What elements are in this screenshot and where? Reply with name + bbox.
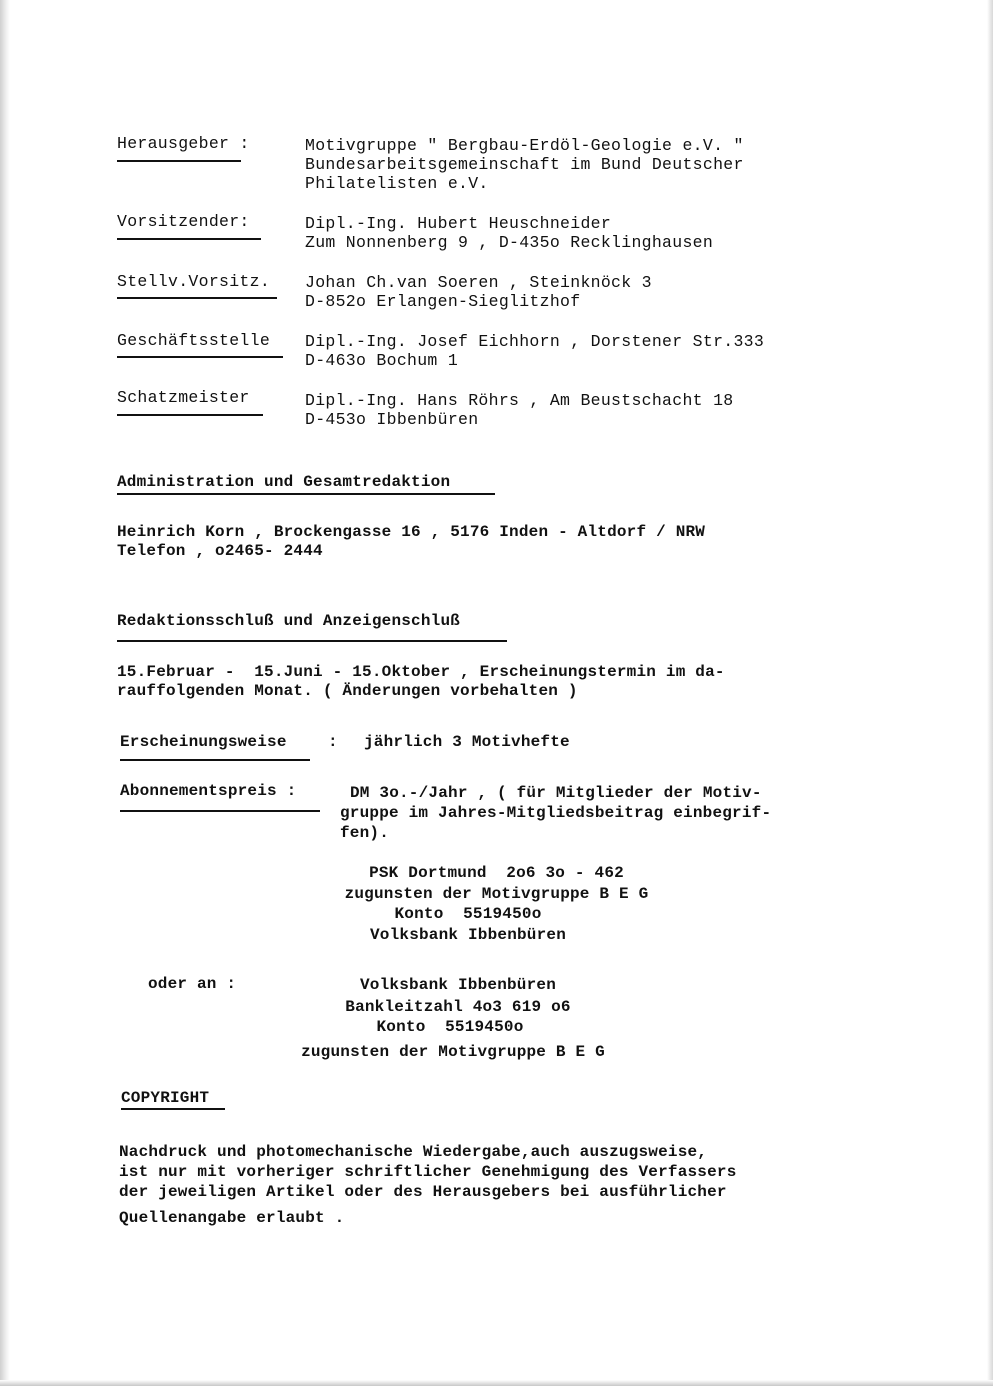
office-underline	[117, 356, 283, 358]
copyright-line: der jeweiligen Artikel oder des Herausgebers bei ausführlicher	[119, 1183, 727, 1201]
chairman-line: Dipl.-Ing. Hubert Heuschneider	[305, 214, 612, 233]
deputy-underline	[117, 297, 277, 299]
office-line: Dipl.-Ing. Josef Eichhorn , Dorstener Str.333	[305, 332, 765, 351]
scan-edge-left	[0, 0, 10, 1386]
admin-line: Heinrich Korn , Brockengasse 16 , 5176 Inden - Altdorf / NRW	[117, 523, 706, 541]
copyright-line: ist nur mit vorheriger schriftlicher Genehmigung des Verfassers	[119, 1163, 737, 1181]
scan-edge-right	[987, 0, 993, 1386]
frequency-label: Erscheinungsweise	[120, 733, 287, 751]
bank1-line: Konto 5519450o	[394, 905, 542, 923]
bank2-line: Konto 5519450o	[376, 1018, 524, 1036]
frequency-value: jährlich 3 Motivhefte	[364, 733, 570, 751]
subscription-label: Abonnementspreis :	[120, 782, 297, 800]
treasurer-label: Schatzmeister	[117, 388, 250, 407]
subscription-line: DM 3o.-/Jahr , ( für Mitglieder der Motiv-	[350, 784, 762, 802]
office-label: Geschäftsstelle	[117, 331, 271, 350]
admin-underline	[117, 493, 495, 495]
publisher-line: Philatelisten e.V.	[305, 174, 489, 193]
admin-line: Telefon , o2465- 2444	[117, 542, 323, 560]
bank1-line: Volksbank Ibbenbüren	[369, 926, 567, 944]
deadline-heading: Redaktionsschluß und Anzeigenschluß	[117, 612, 461, 630]
treasurer-underline	[117, 414, 263, 416]
publisher-underline	[117, 160, 241, 162]
bank1-line: zugunsten der Motivgruppe B E G	[344, 885, 649, 903]
copyright-line: Quellenangabe erlaubt .	[119, 1209, 345, 1227]
deputy-line: D-852o Erlangen-Sieglitzhof	[305, 292, 581, 311]
copyright-line: Nachdruck und photomechanische Wiedergabe,auch auszugsweise,	[119, 1143, 708, 1161]
subscription-line: gruppe im Jahres-Mitgliedsbeitrag einbegrif-	[340, 804, 772, 822]
chairman-underline	[117, 238, 261, 240]
bank2-line: zugunsten der Motivgruppe B E G	[301, 1043, 605, 1061]
bank1-line: PSK Dortmund 2o6 3o - 462	[369, 864, 624, 882]
deadline-line: rauffolgenden Monat. ( Änderungen vorbehalten )	[117, 682, 578, 700]
deadline-line: 15.Februar - 15.Juni - 15.Oktober , Erscheinungstermin im da-	[117, 663, 725, 681]
bank2-line: Volksbank Ibbenbüren	[359, 976, 557, 994]
chairman-label: Vorsitzender:	[117, 212, 250, 231]
bank2-line: Bankleitzahl 4o3 619 o6	[345, 998, 571, 1016]
treasurer-line: D-453o Ibbenbüren	[305, 410, 479, 429]
frequency-separator: :	[328, 733, 338, 751]
publisher-label: Herausgeber :	[117, 134, 250, 153]
chairman-line: Zum Nonnenberg 9 , D-435o Recklinghausen	[305, 233, 714, 252]
copyright-underline	[121, 1108, 225, 1110]
copyright-heading: COPYRIGHT	[121, 1089, 210, 1107]
publisher-line: Motivgruppe " Bergbau-Erdöl-Geologie e.V. "	[305, 136, 744, 155]
scan-edge-bottom	[0, 1380, 993, 1386]
deputy-label: Stellv.Vorsitz.	[117, 272, 271, 291]
publisher-line: Bundesarbeitsgemeinschaft im Bund Deutscher	[305, 155, 744, 174]
subscription-line: fen).	[340, 824, 390, 842]
deputy-line: Johan Ch.van Soeren , Steinknöck 3	[305, 273, 652, 292]
subscription-underline	[120, 810, 320, 812]
frequency-underline	[120, 759, 310, 761]
bank2-label: oder an :	[148, 975, 237, 993]
deadline-underline	[117, 640, 507, 642]
admin-heading: Administration und Gesamtredaktion	[117, 473, 451, 491]
treasurer-line: Dipl.-Ing. Hans Röhrs , Am Beustschacht 18	[305, 391, 734, 410]
office-line: D-463o Bochum 1	[305, 351, 459, 370]
